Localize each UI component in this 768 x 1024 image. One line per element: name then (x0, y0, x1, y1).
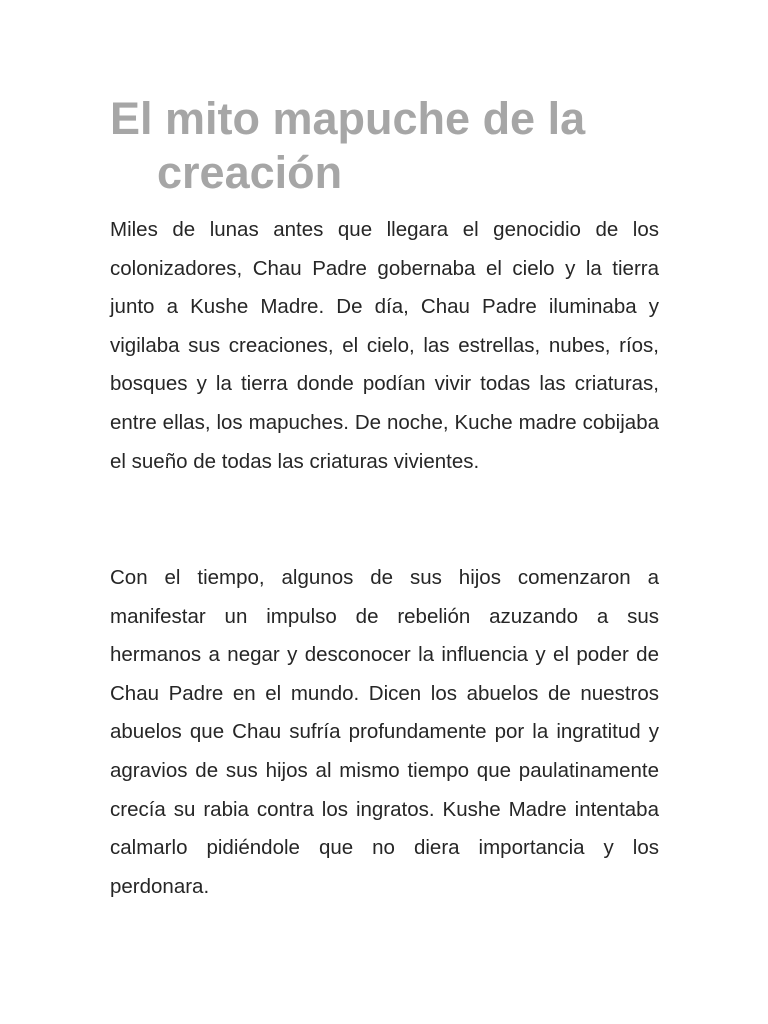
paragraph-1: Miles de lunas antes que llegara el genocidio de los colonizadores, Chau Padre gobernaba el cielo y la tierra junto a Kushe Madre. De día, Chau Padre iluminaba y vigilaba sus creaciones, el cielo, las estrellas, nubes, ríos, bosques y la tierra donde podían vivir todas las criaturas, entre ellas, los mapuches. De noche, Kuche madre cobijaba el sueño de todas las criaturas vivientes. (110, 218, 659, 473)
paragraph-2: Con el tiempo, algunos de sus hijos comenzaron a manifestar un impulso de rebelión azuzando a sus hermanos a negar y desconocer la influencia y el poder de Chau Padre en el mundo. Dicen los abuelos de nuestros abuelos que Chau sufría profundamente por la ingratitud y agravios de sus hijos al mismo tiempo que paulatinamente crecía su rabia contra los ingratos. Kushe Madre intentaba calmarlo pidiéndole que no diera importancia y los perdonara. (110, 566, 659, 898)
title-line-2: creación (157, 147, 343, 198)
document-title (110, 92, 670, 200)
title-line-1: El mito mapuche de la (110, 93, 586, 144)
